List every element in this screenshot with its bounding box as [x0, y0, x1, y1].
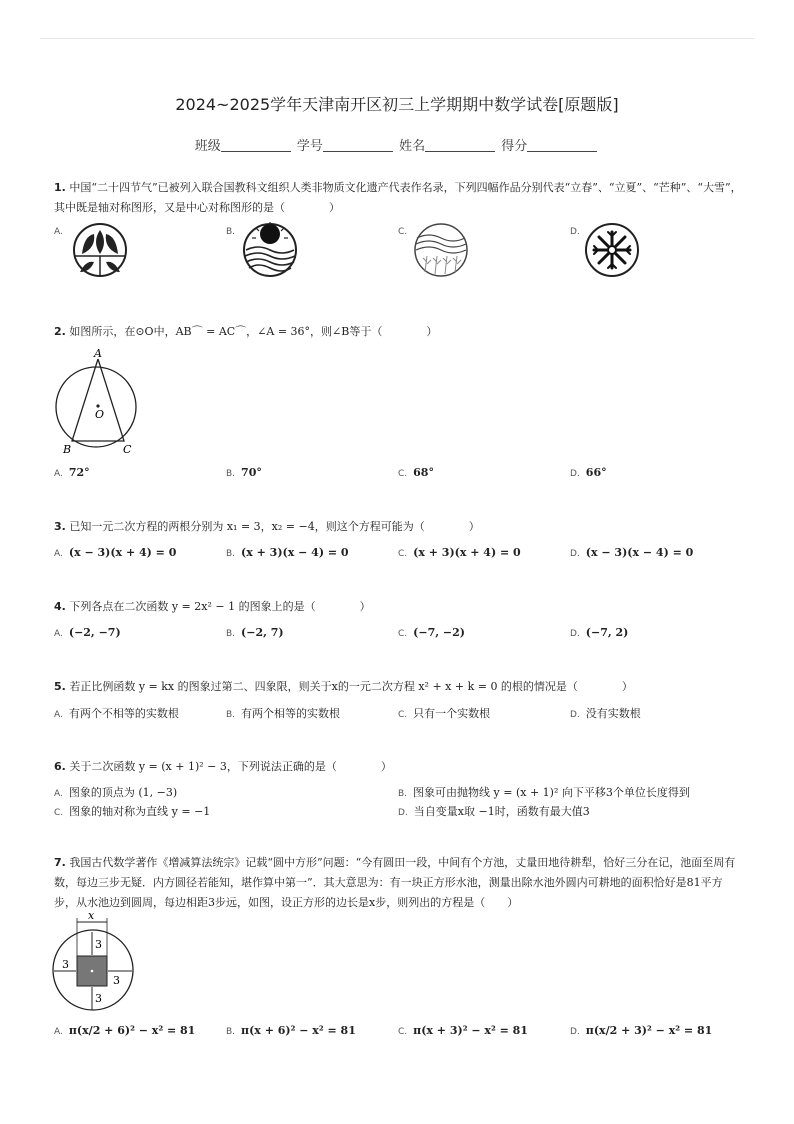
option-text: 只有一个实数根 [413, 707, 491, 720]
option-text: (x + 3)(x − 4) = 0 [241, 546, 349, 559]
option-letter: B. [226, 710, 236, 720]
option-a[interactable] [54, 705, 179, 721]
option-d[interactable] [570, 626, 628, 639]
option-c[interactable] [398, 626, 465, 639]
option-c[interactable] [398, 466, 434, 479]
option-letter: D. [570, 469, 580, 479]
option-text: 没有实数根 [585, 707, 641, 720]
option-d[interactable] [398, 803, 590, 819]
option-letter: C. [398, 227, 408, 237]
option-text: π(x/2 + 3)² − x² = 81 [585, 1024, 713, 1037]
score-blank[interactable] [527, 139, 597, 152]
option-letter: B. [226, 549, 236, 559]
option-b[interactable] [226, 224, 241, 237]
option-b[interactable] [226, 626, 284, 639]
option-text: (x − 3)(x − 4) = 0 [585, 546, 694, 559]
header-divider [40, 38, 754, 39]
option-letter: B. [398, 789, 408, 799]
option-b[interactable] [226, 466, 262, 479]
option-letter: A. [54, 710, 63, 720]
question-text: 关于二次函数 y = (x + 1)² − 3，下列说法正确的是（ ） [69, 760, 392, 773]
option-letter: C. [398, 549, 408, 559]
option-text: π(x/2 + 6)² − x² = 81 [68, 1024, 196, 1037]
left-distance-label: 3 [62, 958, 69, 971]
option-letter: C. [398, 1027, 408, 1037]
option-letter: D. [570, 629, 580, 639]
question-number: 3. [54, 520, 66, 533]
option-d[interactable] [570, 1024, 712, 1037]
option-letter: C. [398, 629, 408, 639]
question-6 [54, 757, 744, 777]
option-letter: A. [54, 1027, 63, 1037]
option-text: 70° [241, 466, 262, 479]
option-a[interactable] [54, 546, 176, 559]
option-text: π(x + 3)² − x² = 81 [413, 1024, 528, 1037]
option-letter: B. [226, 469, 236, 479]
option-d[interactable] [570, 546, 693, 559]
option-text: (−7, −2) [413, 626, 465, 639]
option-text: 当自变量x取 −1时，函数有最大值3 [413, 805, 590, 818]
option-c[interactable] [398, 224, 413, 237]
option-c[interactable] [398, 546, 521, 559]
top-distance-label: 3 [95, 938, 102, 951]
question-text: 已知一元二次方程的两根分别为 x₁ = 3，x₂ = −4，则这个方程可能为（ ） [69, 520, 480, 533]
point-o-label: O [95, 408, 105, 421]
option-b[interactable] [398, 784, 690, 800]
name-label: 姓名 [399, 139, 426, 154]
option-letter: D. [398, 808, 408, 818]
option-text: 72° [68, 466, 90, 479]
option-letter: A. [54, 469, 63, 479]
question-text: 若正比例函数 y = kx 的图象过第二、四象限，则关于x的一元二次方程 x² + x + k = 0 的根的情况是（ ） [69, 680, 633, 693]
option-text: (−2, −7) [68, 626, 121, 639]
question-text: 下列各点在二次函数 y = 2x² − 1 的图象上的是（ ） [69, 600, 371, 613]
option-text: 68° [413, 466, 434, 479]
question-number: 6. [54, 760, 66, 773]
option-letter: C. [398, 710, 408, 720]
point-a-label: A [94, 348, 102, 360]
question-4 [54, 597, 744, 617]
option-letter: A. [54, 227, 63, 237]
daxue-image[interactable] [584, 222, 640, 278]
option-a[interactable] [54, 626, 121, 639]
question-1 [54, 178, 744, 218]
option-c[interactable] [398, 1024, 528, 1037]
page-title: 2024~2025学年天津南开区初三上学期期中数学试卷[原题版] [175, 95, 619, 114]
side-x-label: x [88, 910, 95, 922]
option-letter: A. [54, 629, 63, 639]
question-number: 2. [54, 325, 66, 338]
option-text: (x − 3)(x + 4) = 0 [68, 546, 177, 559]
option-c[interactable] [54, 803, 210, 819]
option-letter: D. [570, 549, 580, 559]
option-letter: B. [226, 1027, 236, 1037]
option-text: (x + 3)(x + 4) = 0 [413, 546, 521, 559]
question-7 [54, 853, 744, 913]
option-letter: C. [398, 469, 408, 479]
student-info-row [0, 135, 794, 154]
question-number: 1. [54, 181, 66, 194]
lichun-image[interactable] [72, 222, 128, 278]
student-id-label: 学号 [296, 139, 323, 154]
score-label: 得分 [501, 139, 528, 154]
option-text: (−2, 7) [241, 626, 284, 639]
question-5 [54, 677, 744, 697]
point-b-label: B [63, 443, 72, 456]
option-letter: D. [570, 710, 580, 720]
option-letter: B. [226, 227, 236, 237]
option-letter: A. [54, 789, 63, 799]
question-number: 4. [54, 600, 66, 613]
option-b[interactable] [226, 546, 349, 559]
point-c-label: C [123, 443, 132, 456]
option-letter: D. [570, 1027, 580, 1037]
circle-triangle-figure [50, 348, 140, 458]
bottom-distance-label: 3 [95, 992, 102, 1005]
question-3 [54, 517, 744, 537]
right-distance-label: 3 [113, 974, 120, 987]
option-text: 有两个相等的实数根 [241, 707, 341, 720]
option-c[interactable] [398, 705, 490, 721]
option-text: π(x + 6)² − x² = 81 [241, 1024, 356, 1037]
student-id-blank[interactable] [323, 139, 393, 152]
question-number: 7. [54, 856, 66, 869]
option-text: 图象可由抛物线 y = (x + 1)² 向下平移3个单位长度得到 [413, 786, 690, 799]
option-a[interactable] [54, 784, 177, 800]
option-a[interactable] [54, 1024, 195, 1037]
option-a[interactable] [54, 224, 69, 237]
name-blank[interactable] [425, 139, 495, 152]
mangzhong-image[interactable] [413, 222, 469, 278]
circle-square-figure [50, 910, 140, 1014]
question-text: 如图所示，在⊙O中，AB⌒ = AC⌒，∠A = 36°，则∠B等于（ ） [69, 325, 438, 338]
option-b[interactable] [226, 705, 340, 721]
option-letter: B. [226, 629, 236, 639]
class-label: 班级 [194, 139, 221, 154]
option-letter: D. [570, 227, 580, 237]
option-a[interactable] [54, 466, 90, 479]
option-letter: A. [54, 549, 63, 559]
question-number: 5. [54, 680, 66, 693]
option-text: 66° [585, 466, 607, 479]
lixia-image[interactable] [242, 222, 298, 278]
option-text: 图象的顶点为 (1, −3) [68, 786, 178, 799]
question-text: 中国“二十四节气”已被列入联合国教科文组织人类非物质文化遗产代表作名录，下列四幅作品分别代表“立春”、“立夏”、“芒种”、“大雪”，其中既是轴对称图形，又是中心对称图形的是（ ） [54, 181, 742, 214]
option-letter: C. [54, 808, 64, 818]
option-text: (−7, 2) [585, 626, 629, 639]
option-d[interactable] [570, 466, 607, 479]
question-2 [54, 322, 744, 342]
option-b[interactable] [226, 1024, 356, 1037]
option-text: 图象的轴对称为直线 y = −1 [69, 805, 211, 818]
option-d[interactable] [570, 705, 641, 721]
option-text: 有两个不相等的实数根 [68, 707, 179, 720]
class-blank[interactable] [221, 139, 291, 152]
question-text: 我国古代数学著作《增减算法统宗》记载“圆中方形”问题：“今有圆田一段，中间有个方池，丈量田地待耕犁，恰好三分在记，池面至周有数，每边三步无疑．内方圆径若能知，堪作算中第一”．其大意思为：有一块正方形水池，测量出除水池外圆内可耕地的面积恰好是81平方步，从水池边到圆周，每边相距3步远，如图，设正方形的边长是x步，则列出的方程是（ ） [54, 856, 736, 909]
